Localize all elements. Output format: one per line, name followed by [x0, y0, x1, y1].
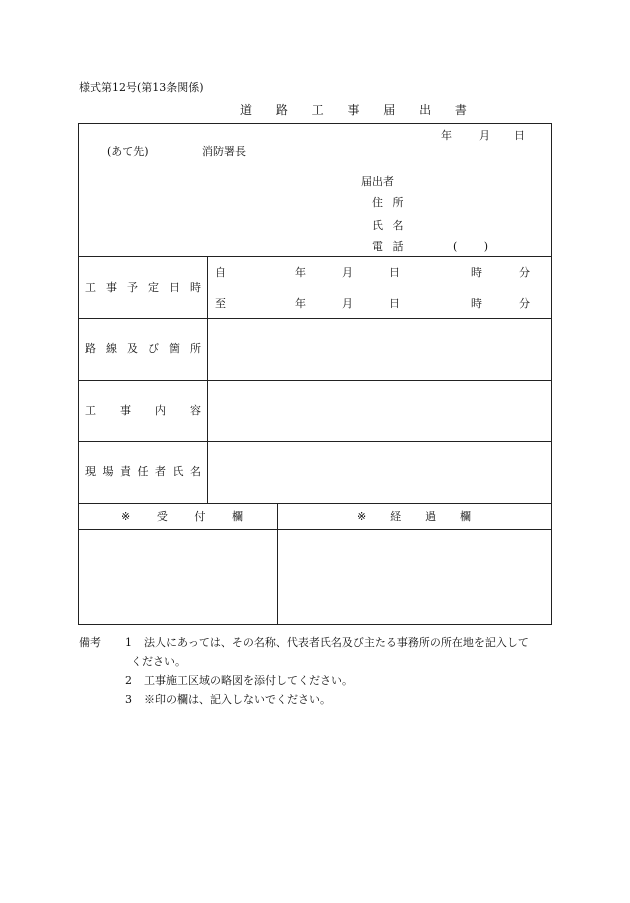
progress-header-char: 欄	[459, 510, 471, 523]
notes	[79, 637, 559, 717]
phone-label: 電 話	[372, 240, 407, 253]
form-title: 道 路 工 事 届 出 書	[240, 103, 477, 117]
content-label-char: 内	[155, 404, 166, 417]
schedule-label-char: 予	[127, 281, 138, 294]
addressee-name: 消防署長	[202, 145, 246, 158]
rule-addressee-bottom	[79, 256, 551, 257]
rule-office-header-bottom	[79, 529, 551, 530]
route-label-char: 路	[85, 342, 96, 355]
notes-label: 備考	[79, 636, 101, 649]
content-label-char: 事	[120, 404, 131, 417]
supervisor-field[interactable]	[208, 442, 551, 503]
schedule-to-day: 日	[389, 297, 400, 310]
rule-office-divider	[277, 503, 278, 624]
supervisor-label-char: 氏	[172, 465, 184, 478]
content-field[interactable]	[208, 381, 551, 441]
schedule-from-day: 日	[389, 266, 400, 279]
supervisor-label-char: 者	[155, 465, 166, 478]
content-label	[85, 405, 201, 416]
route-label	[85, 343, 201, 354]
form-number: 様式第12号(第13条関係)	[79, 81, 204, 94]
reception-header-char: 受	[156, 510, 168, 523]
note-number: 2	[125, 674, 132, 687]
address-label: 住 所	[372, 196, 407, 209]
schedule-to-year: 年	[295, 297, 306, 310]
reception-header-char: 欄	[232, 510, 243, 523]
route-field[interactable]	[208, 319, 551, 380]
reception-header	[121, 511, 243, 522]
supervisor-label-char: 名	[190, 465, 201, 478]
supervisor-label-char: 任	[137, 465, 149, 478]
schedule-to-label: 至	[215, 297, 226, 310]
addressee-label: (あて先)	[107, 145, 149, 158]
schedule-label-char: 日	[169, 281, 180, 294]
route-label-char: 線	[106, 342, 117, 355]
schedule-to-minute: 分	[519, 297, 530, 310]
schedule-label-char: 工	[85, 281, 96, 294]
schedule-to-hour: 時	[471, 297, 482, 310]
route-label-char: 及	[127, 342, 138, 355]
progress-header-char: ※	[357, 510, 367, 523]
supervisor-label-char: 責	[120, 465, 131, 478]
content-label-char: 容	[190, 404, 201, 417]
progress-header-char: 経	[390, 510, 402, 523]
note-number: 3	[125, 693, 132, 706]
reception-header-char: 付	[194, 510, 206, 523]
note-text: ※印の欄は、記入しないでください。	[144, 693, 331, 706]
progress-header	[357, 511, 471, 522]
date-day-label: 日	[514, 129, 525, 142]
content-label-char: 工	[85, 404, 96, 417]
form-table	[78, 123, 552, 625]
route-label-char: 箇	[169, 342, 180, 355]
schedule-from-hour: 時	[471, 266, 482, 279]
supervisor-label	[85, 466, 201, 477]
date-month-label: 月	[479, 129, 490, 142]
date-year-label: 年	[441, 129, 452, 142]
schedule-to-month: 月	[342, 297, 353, 310]
schedule-label-char: 定	[148, 281, 159, 294]
progress-header-char: 過	[425, 510, 437, 523]
schedule-label-char: 事	[106, 281, 117, 294]
rule-supervisor-bottom	[79, 503, 551, 504]
applicant-label: 届出者	[361, 175, 394, 188]
route-label-char: 所	[190, 342, 201, 355]
note-text: ください。	[131, 655, 186, 668]
phone-parentheses: ( )	[453, 240, 493, 253]
note-text: 工事施工区域の略図を添付してください。	[144, 674, 353, 687]
supervisor-label-char: 現	[85, 465, 96, 478]
route-label-char: び	[148, 342, 159, 355]
supervisor-label-char: 場	[102, 465, 114, 478]
reception-header-char: ※	[121, 510, 131, 523]
schedule-from-month: 月	[342, 266, 353, 279]
schedule-from-year: 年	[295, 266, 306, 279]
schedule-from-label: 自	[215, 266, 226, 279]
note-text: 法人にあっては、その名称、代表者氏名及び主たる事務所の所在地を記入して	[144, 636, 529, 649]
schedule-label	[85, 282, 201, 293]
schedule-from-minute: 分	[519, 266, 530, 279]
name-label: 氏 名	[372, 219, 407, 232]
note-number: 1	[125, 636, 132, 649]
schedule-label-char: 時	[190, 281, 201, 294]
